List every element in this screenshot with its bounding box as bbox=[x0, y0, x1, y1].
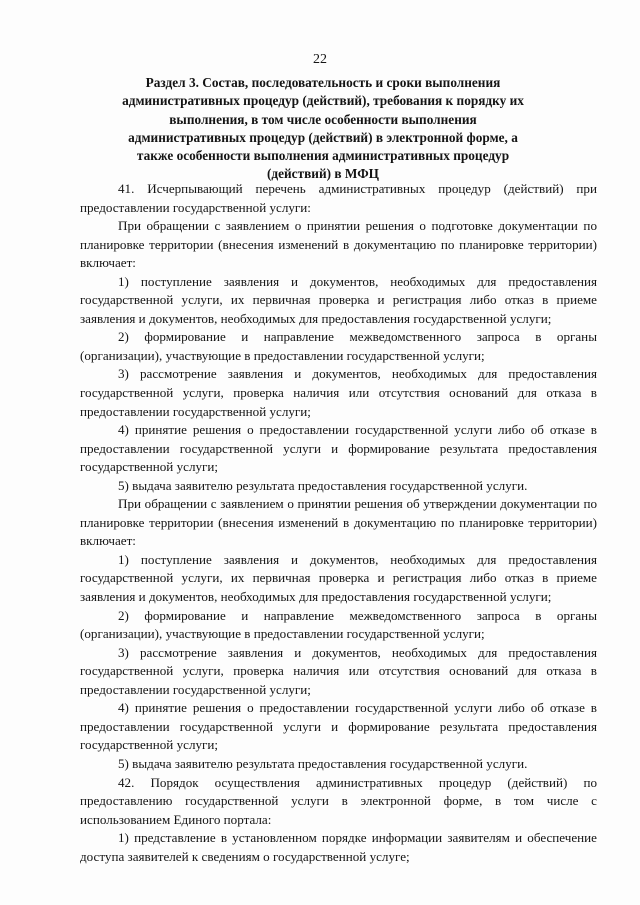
paragraph: 42. Порядок осуществления административных процедур (действий) по предоставлению государственной услуги в электронной форме, в том числе с использованием Единого портала: bbox=[80, 774, 597, 827]
paragraph: 3) рассмотрение заявления и документов, необходимых для предоставления государственной услуги, проверка наличия или отсутствия оснований для отказа в предоставлении государственной услуги; bbox=[80, 366, 597, 419]
paragraph: 2) формирование и направление межведомственного запроса в органы (организации), участвующие в предоставлении государственной услуги; bbox=[80, 329, 597, 363]
page-number: 22 bbox=[313, 52, 327, 67]
paragraph: При обращении с заявлением о принятии решения об утверждении документации по планировке территории (внесения изменений в документацию по планировке территории) включает: bbox=[80, 496, 597, 549]
paragraph: 2) формирование и направление межведомственного запроса в органы (организации), участвующие в предоставлении государственной услуги; bbox=[80, 607, 597, 642]
paragraph: 41. Исчерпывающий перечень административных процедур (действий) при предоставлении государственной услуги: bbox=[80, 181, 597, 215]
paragraph: 1) поступление заявления и документов, необходимых для предоставления государственной услуги, их первичная проверка и регистрация либо отказ в приеме заявления и документов, необходимых для предоставления государственной услуги; bbox=[80, 551, 597, 605]
paragraph: 1) представление в установленном порядке информации заявителям и обеспечение доступа заявителей к сведениям о государственной услуге; bbox=[80, 830, 597, 864]
paragraph: 5) выдача заявителю результата предоставления государственной услуги. bbox=[118, 755, 528, 771]
paragraph: 4) принятие решения о предоставлении государственной услуги либо об отказе в предоставлении государственной услуги и формирование результата предоставления государственной услуги; bbox=[80, 700, 597, 753]
paragraph: 4) принятие решения о предоставлении государственной услуги либо об отказе в предоставлении государственной услуги и формирование результата предоставления государственной услуги; bbox=[80, 422, 597, 475]
paragraph: 5) выдача заявителю результата предоставления государственной услуги. bbox=[118, 477, 528, 493]
paragraph: При обращении с заявлением о принятии решения о подготовке документации по планировке территории (внесения изменений в документацию по планировке территории) включает: bbox=[80, 218, 597, 271]
body-text bbox=[80, 180, 597, 866]
paragraph: 1) поступление заявления и документов, необходимых для предоставления государственной услуги, их первичная проверка и регистрация либо отказ в приеме заявления и документов, необходимых для предоставления государственной услуги; bbox=[80, 273, 597, 326]
paragraph: 3) рассмотрение заявления и документов, необходимых для предоставления государственной услуги, проверка наличия или отсутствия оснований для отказа в предоставлении государственной услуги; bbox=[80, 644, 597, 697]
section-title: Раздел 3. Состав, последовательность и сроки выполнения административных процедур (действий), требования к порядку их выполнения, в том числе особенности выполнения административных процедур (действий) в электронной форме, а также особенности выполнения административных процедур (действий) в МФЦ bbox=[122, 75, 524, 182]
